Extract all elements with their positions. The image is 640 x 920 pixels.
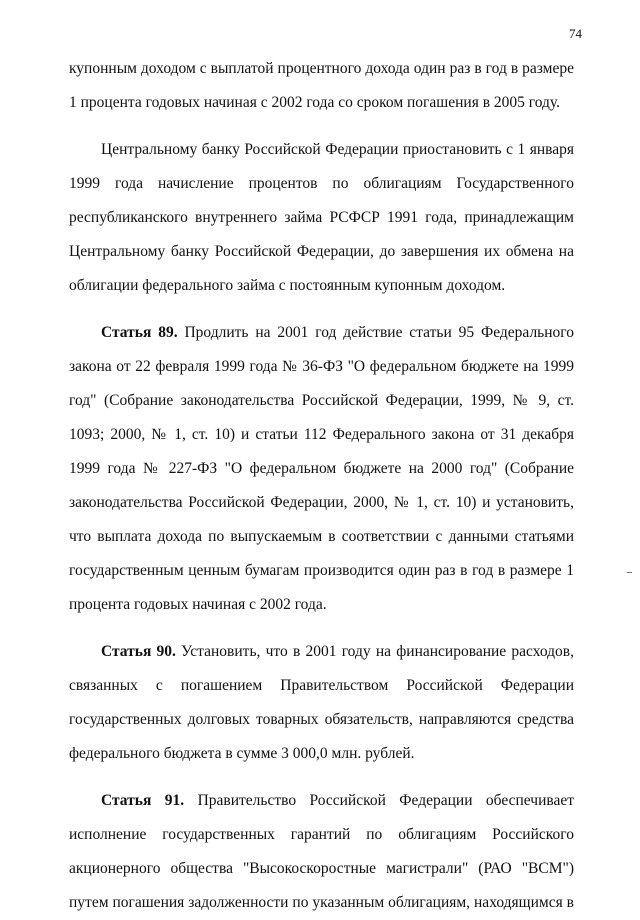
page-number: 74 — [569, 26, 582, 41]
margin-mark — [627, 572, 632, 573]
document-body — [69, 52, 574, 920]
article-90-text: Установить, что в 2001 году на финансирование расходов, связанных с погашением Правительством Российской Федерации государственных долговых товарных обязательств, направляются средства федерального бюджета в сумме 3 000,0 млн. рублей. — [69, 643, 575, 762]
article-91-text: Правительство Российской Федерации обеспечивает исполнение государственных гарантий по облигациям Российского акционерного общества "Высокоскоростные магистрали" (РАО "ВСМ") путем погашения задолженности по указанным облигациям, находящимся в — [69, 792, 575, 911]
article-90-title: Статья 90. — [101, 643, 176, 660]
paragraph-continuation: купонным доходом с выплатой процентного дохода один раз в год в размере 1 процента годовых начиная с 2002 года со сроком погашения в 2005 году. — [69, 60, 574, 111]
article-89-text: Продлить на 2001 год действие статьи 95 Федерального закона от 22 февраля 1999 года № 36-ФЗ "О федеральном бюджете на 1999 год" (Собрание законодательства Российской Федерации, 1999, № 9, ст. 1093; 2000, № 1, ст. 10) и статьи 112 Федерального закона от 31 декабря 1999 года № 227-ФЗ "О федеральном бюджете на 2000 год" (Собрание законодательства Российской Федерации, 2000, № 1, ст. 10) и установить, что выплата дохода по выпускаемым в соответствии с данными статьями государственным ценным бумагам производится один раз в год в размере 1 процента годовых начиная с 2002 года. — [69, 324, 575, 613]
article-91-title: Статья 91. — [101, 792, 185, 809]
article-89 — [69, 316, 574, 622]
article-89-title: Статья 89. — [101, 324, 178, 341]
paragraph-central-bank: Центральному банку Российской Федерации приостановить с 1 января 1999 года начисление процентов по облигациям Государственного республиканского внутреннего займа РСФСР 1991 года, принадлежащим Центральному банку Российской Федерации, до завершения их обмена на облигации федерального займа с постоянным купонным доходом. — [69, 141, 574, 294]
article-90 — [69, 635, 574, 771]
